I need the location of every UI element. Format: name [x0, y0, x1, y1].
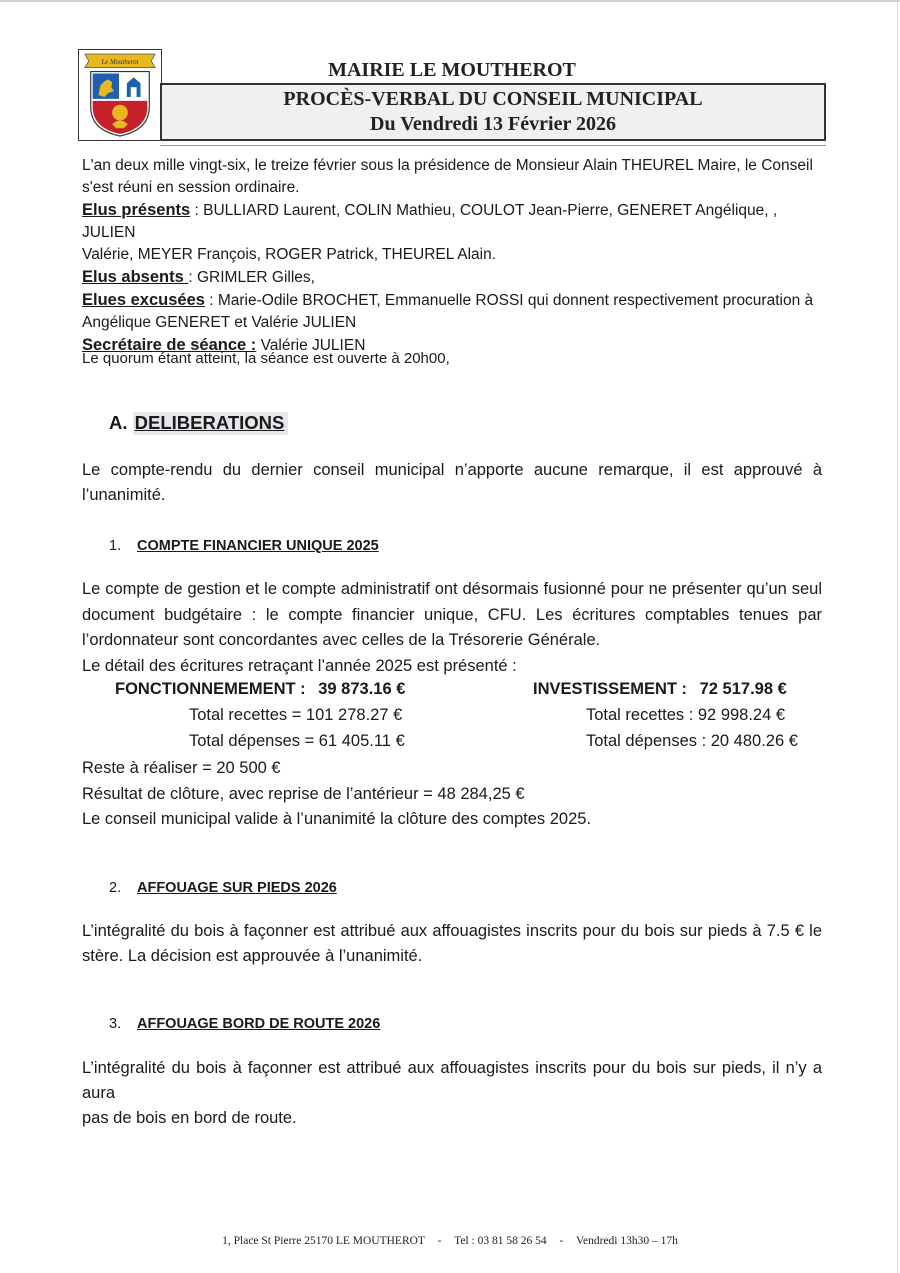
municipal-crest-logo — [78, 49, 162, 141]
quorum-statement: Le quorum étant atteint, la séance est ouverte à 20h00, — [82, 350, 450, 367]
excused-members — [82, 289, 824, 312]
intro-block — [82, 155, 824, 357]
footer-separator: - — [437, 1235, 442, 1247]
fonctionnement-summary — [115, 680, 405, 699]
header-box — [160, 83, 826, 141]
item2-line1-text: L’intégralité du bois à façonner est attribué aux affouagistes inscrits pour du bois sur pieds à 7.5 € le — [82, 922, 822, 940]
approval-line2: l’unanimité. — [82, 486, 166, 504]
absent-members — [82, 266, 824, 289]
item3-heading — [109, 1016, 380, 1032]
item3-title: AFFOUAGE BORD DE ROUTE 2026 — [137, 1016, 381, 1032]
fonctionnement-label: FONCTIONNEMEMENT : — [115, 680, 306, 698]
cfu-line2 — [82, 603, 822, 629]
invest-recettes: Total recettes : 92 998.24 € — [586, 706, 786, 724]
page-footer — [0, 1235, 900, 1247]
footer-hours: Vendredi 13h30 – 17h — [575, 1235, 678, 1247]
validation-statement: Le conseil municipal valide à l’unanimité la clôture des comptes 2025. — [82, 810, 592, 828]
investissement-total: 72 517.98 € — [699, 680, 787, 698]
item2-line1 — [82, 919, 822, 944]
header-divider — [160, 145, 826, 146]
approval-line1 — [82, 458, 822, 483]
svg-text:Le Moutherot: Le Moutherot — [101, 59, 139, 67]
section-a-letter: A. — [109, 412, 128, 433]
item2-line2: stère. La décision est approuvée à l’unanimité. — [82, 947, 423, 965]
present-line1: : BULLIARD Laurent, COLIN Mathieu, COULOT Jean-Pierre, GENERET Angélique, , JULIEN — [82, 202, 778, 241]
top-scan-edge — [0, 0, 900, 2]
item3-number: 3. — [109, 1016, 122, 1032]
present-line2: Valérie, MEYER François, ROGER Patrick, THEUREL Alain. — [82, 246, 497, 263]
footer-address: 1, Place St Pierre 25170 LE MOUTHEROT — [222, 1235, 425, 1247]
item1-number: 1. — [109, 538, 122, 554]
item3-line2: pas de bois en bord de route. — [82, 1109, 297, 1127]
investissement-label: INVESTISSEMENT : — [533, 680, 688, 698]
footer-phone: Tel : 03 81 58 26 54 — [454, 1235, 547, 1247]
fonct-recettes: Total recettes = 101 278.27 € — [189, 706, 403, 724]
investissement-summary — [533, 680, 787, 699]
closing-results — [82, 756, 591, 833]
cfu-line4: Le détail des écritures retraçant l’année 2025 est présenté : — [82, 656, 517, 675]
cfu-line1 — [82, 577, 822, 603]
item3-line1-text: L’intégralité du bois à façonner est attribué aux affouagistes inscrits pour du bois sur pieds, il n’y a aura — [82, 1059, 822, 1102]
opening-statement: L'an deux mille vingt-six, le treize février sous la présidence de Monsieur Alain THEUREL Maire, le Conseil s'est réuni en session ordinaire. — [82, 157, 813, 196]
secretary-label: Secrétaire de séance : — [82, 336, 257, 354]
meeting-date: Du Vendredi 13 Février 2026 — [370, 113, 616, 135]
cfu-paragraph — [82, 577, 822, 679]
item2-title: AFFOUAGE SUR PIEDS 2026 — [137, 880, 337, 896]
excused-line2: Angélique GENERET et Valérie JULIEN — [82, 314, 357, 331]
excused-line1: : Marie-Odile BROCHET, Emmanuelle ROSSI qui donnent respectivement procuration à — [204, 292, 814, 309]
footer-separator: - — [559, 1235, 564, 1247]
right-scan-edge — [897, 0, 898, 1273]
section-a-title: DELIBERATIONS — [133, 412, 289, 435]
present-members — [82, 199, 824, 244]
page-title: MAIRIE LE MOUTHEROT — [328, 59, 576, 81]
invest-depenses: Total dépenses : 20 480.26 € — [586, 732, 798, 750]
cfu-line3: l’ordonnateur sont concordantes avec celles de la Trésorerie Générale. — [82, 631, 601, 649]
item3-paragraph — [82, 1056, 822, 1131]
cfu-line2-text: document budgétaire : le compte financier unique, CFU. Les écritures comptables tenues par — [82, 605, 822, 624]
excused-label: Elues excusées — [82, 291, 205, 309]
reste-a-realiser: Reste à réaliser = 20 500 € — [82, 759, 281, 777]
item1-heading — [109, 538, 379, 554]
resultat-cloture: Résultat de clôture, avec reprise de l’antérieur = 48 284,25 € — [82, 784, 525, 803]
item2-number: 2. — [109, 880, 122, 896]
present-label: Elus présents — [82, 201, 191, 219]
cfu-line1-text: Le compte de gestion et le compte administratif ont désormais fusionné pour ne présenter qu’un seul — [82, 580, 822, 598]
secretary-value: Valérie JULIEN — [256, 337, 366, 354]
item2-paragraph — [82, 919, 822, 969]
absent-label: Elus absents — [82, 268, 189, 286]
item1-title: COMPTE FINANCIER UNIQUE 2025 — [137, 538, 379, 554]
fonct-depenses: Total dépenses = 61 405.11 € — [189, 732, 405, 750]
absent-value: : GRIMLER Gilles, — [188, 269, 315, 286]
document-subtitle: PROCÈS-VERBAL DU CONSEIL MUNICIPAL — [283, 88, 703, 110]
section-a-heading — [109, 412, 288, 434]
fonctionnement-total: 39 873.16 € — [318, 680, 406, 698]
approval-paragraph — [82, 458, 822, 508]
crest-icon — [79, 50, 161, 140]
item2-heading — [109, 880, 337, 896]
approval-line1-text: Le compte-rendu du dernier conseil municipal n’apporte aucune remarque, il est approuvé à — [82, 461, 822, 479]
item3-line1 — [82, 1056, 822, 1106]
